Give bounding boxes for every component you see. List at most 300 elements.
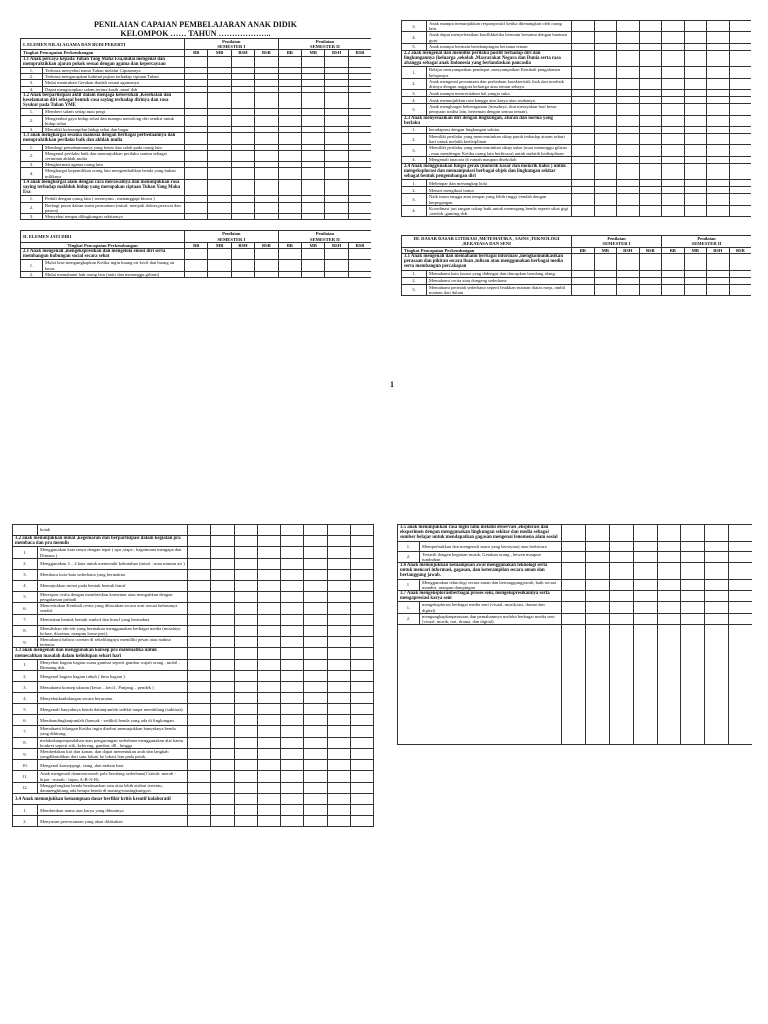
- assessment-cell[interactable]: [707, 187, 730, 194]
- assessment-cell[interactable]: [281, 682, 304, 693]
- assessment-cell[interactable]: [684, 163, 707, 180]
- assessment-cell[interactable]: [609, 579, 633, 590]
- assessment-cell[interactable]: [585, 602, 609, 613]
- assessment-cell[interactable]: [231, 115, 254, 126]
- assessment-cell[interactable]: [304, 737, 327, 748]
- assessment-cell[interactable]: [234, 547, 257, 558]
- assessment-cell[interactable]: [707, 43, 730, 50]
- assessment-cell[interactable]: [639, 205, 662, 216]
- assessment-cell[interactable]: [729, 563, 752, 580]
- assessment-cell[interactable]: [707, 284, 730, 295]
- assessment-cell[interactable]: [585, 541, 609, 551]
- assessment-cell[interactable]: [255, 56, 278, 67]
- assessment-cell[interactable]: [684, 277, 707, 284]
- assessment-cell[interactable]: [684, 43, 707, 50]
- assessment-cell[interactable]: [639, 115, 662, 126]
- assessment-cell[interactable]: [729, 156, 751, 163]
- assessment-cell[interactable]: [662, 156, 685, 163]
- assessment-cell[interactable]: [257, 648, 280, 659]
- assessment-cell[interactable]: [188, 536, 211, 547]
- assessment-cell[interactable]: [278, 202, 301, 213]
- assessment-cell[interactable]: [188, 771, 211, 782]
- assessment-cell[interactable]: [662, 67, 685, 78]
- assessment-cell[interactable]: [278, 214, 301, 220]
- assessment-cell[interactable]: [211, 525, 234, 536]
- assessment-cell[interactable]: [348, 214, 371, 220]
- assessment-cell[interactable]: [327, 671, 350, 682]
- assessment-cell[interactable]: [684, 78, 707, 89]
- assessment-cell[interactable]: [234, 749, 257, 760]
- assessment-cell[interactable]: [257, 726, 280, 737]
- assessment-cell[interactable]: [594, 43, 617, 50]
- assessment-cell[interactable]: [572, 78, 595, 89]
- assessment-cell[interactable]: [594, 253, 617, 270]
- assessment-cell[interactable]: [211, 771, 234, 782]
- assessment-cell[interactable]: [211, 659, 234, 670]
- assessment-cell[interactable]: [662, 277, 685, 284]
- assessment-cell[interactable]: [188, 580, 211, 591]
- assessment-cell[interactable]: [662, 32, 685, 43]
- assessment-cell[interactable]: [639, 21, 662, 32]
- assessment-cell[interactable]: [327, 693, 350, 704]
- assessment-cell[interactable]: [281, 580, 304, 591]
- assessment-cell[interactable]: [231, 168, 254, 179]
- assessment-cell[interactable]: [633, 563, 657, 580]
- assessment-cell[interactable]: [729, 21, 751, 32]
- assessment-cell[interactable]: [639, 194, 662, 205]
- assessment-cell[interactable]: [188, 547, 211, 558]
- assessment-cell[interactable]: [304, 794, 327, 805]
- assessment-cell[interactable]: [585, 591, 609, 602]
- assessment-cell[interactable]: [639, 104, 662, 115]
- assessment-cell[interactable]: [657, 563, 681, 580]
- assessment-cell[interactable]: [684, 253, 707, 270]
- assessment-cell[interactable]: [729, 602, 752, 613]
- assessment-cell[interactable]: [188, 614, 211, 625]
- assessment-cell[interactable]: [257, 536, 280, 547]
- assessment-cell[interactable]: [639, 50, 662, 67]
- assessment-cell[interactable]: [617, 43, 640, 50]
- assessment-cell[interactable]: [281, 591, 304, 602]
- assessment-cell[interactable]: [348, 92, 371, 109]
- assessment-cell[interactable]: [255, 202, 278, 213]
- assessment-cell[interactable]: [278, 179, 301, 196]
- assessment-cell[interactable]: [351, 525, 374, 536]
- assessment-cell[interactable]: [234, 726, 257, 737]
- assessment-cell[interactable]: [304, 558, 327, 569]
- assessment-cell[interactable]: [729, 163, 751, 180]
- assessment-cell[interactable]: [639, 90, 662, 97]
- assessment-cell[interactable]: [278, 248, 301, 259]
- assessment-cell[interactable]: [657, 613, 681, 624]
- assessment-cell[interactable]: [188, 749, 211, 760]
- assessment-cell[interactable]: [351, 816, 374, 827]
- assessment-cell[interactable]: [572, 50, 595, 67]
- assessment-cell[interactable]: [188, 625, 211, 636]
- assessment-cell[interactable]: [304, 715, 327, 726]
- assessment-cell[interactable]: [351, 715, 374, 726]
- assessment-cell[interactable]: [594, 67, 617, 78]
- assessment-cell[interactable]: [304, 648, 327, 659]
- assessment-cell[interactable]: [707, 127, 730, 134]
- assessment-cell[interactable]: [729, 104, 751, 115]
- assessment-cell[interactable]: [327, 805, 350, 816]
- assessment-cell[interactable]: [188, 704, 211, 715]
- assessment-cell[interactable]: [657, 579, 681, 590]
- assessment-cell[interactable]: [278, 56, 301, 67]
- assessment-cell[interactable]: [281, 737, 304, 748]
- assessment-cell[interactable]: [231, 260, 254, 271]
- assessment-cell[interactable]: [639, 43, 662, 50]
- assessment-cell[interactable]: [327, 536, 350, 547]
- assessment-cell[interactable]: [657, 541, 681, 551]
- assessment-cell[interactable]: [707, 163, 730, 180]
- assessment-cell[interactable]: [234, 625, 257, 636]
- assessment-cell[interactable]: [351, 536, 374, 547]
- assessment-cell[interactable]: [594, 127, 617, 134]
- assessment-cell[interactable]: [609, 541, 633, 551]
- assessment-cell[interactable]: [594, 104, 617, 115]
- assessment-cell[interactable]: [617, 253, 640, 270]
- assessment-cell[interactable]: [327, 737, 350, 748]
- assessment-cell[interactable]: [662, 21, 685, 32]
- assessment-cell[interactable]: [351, 659, 374, 670]
- assessment-cell[interactable]: [327, 569, 350, 580]
- assessment-cell[interactable]: [594, 270, 617, 277]
- assessment-cell[interactable]: [572, 104, 595, 115]
- assessment-cell[interactable]: [729, 613, 752, 624]
- assessment-cell[interactable]: [572, 134, 595, 145]
- assessment-cell[interactable]: [729, 284, 751, 295]
- assessment-cell[interactable]: [325, 168, 348, 179]
- assessment-cell[interactable]: [705, 551, 729, 562]
- assessment-cell[interactable]: [257, 614, 280, 625]
- assessment-cell[interactable]: [562, 551, 586, 562]
- assessment-cell[interactable]: [351, 648, 374, 659]
- assessment-cell[interactable]: [327, 715, 350, 726]
- assessment-cell[interactable]: [705, 579, 729, 590]
- assessment-cell[interactable]: [729, 579, 752, 590]
- assessment-cell[interactable]: [304, 614, 327, 625]
- assessment-cell[interactable]: [684, 270, 707, 277]
- assessment-cell[interactable]: [327, 682, 350, 693]
- assessment-cell[interactable]: [211, 637, 234, 648]
- assessment-cell[interactable]: [351, 580, 374, 591]
- assessment-cell[interactable]: [281, 637, 304, 648]
- assessment-cell[interactable]: [639, 284, 662, 295]
- assessment-cell[interactable]: [572, 90, 595, 97]
- assessment-cell[interactable]: [304, 805, 327, 816]
- assessment-cell[interactable]: [684, 21, 707, 32]
- assessment-cell[interactable]: [185, 92, 208, 109]
- assessment-cell[interactable]: [681, 613, 705, 624]
- assessment-cell[interactable]: [281, 614, 304, 625]
- assessment-cell[interactable]: [327, 614, 350, 625]
- assessment-cell[interactable]: [662, 90, 685, 97]
- assessment-cell[interactable]: [707, 156, 730, 163]
- assessment-cell[interactable]: [351, 749, 374, 760]
- assessment-cell[interactable]: [281, 569, 304, 580]
- assessment-cell[interactable]: [657, 551, 681, 562]
- assessment-cell[interactable]: [348, 56, 371, 67]
- assessment-cell[interactable]: [185, 214, 208, 220]
- assessment-cell[interactable]: [351, 671, 374, 682]
- assessment-cell[interactable]: [662, 50, 685, 67]
- assessment-cell[interactable]: [188, 715, 211, 726]
- assessment-cell[interactable]: [208, 179, 231, 196]
- assessment-cell[interactable]: [257, 580, 280, 591]
- assessment-cell[interactable]: [234, 558, 257, 569]
- assessment-cell[interactable]: [255, 179, 278, 196]
- assessment-cell[interactable]: [234, 569, 257, 580]
- assessment-cell[interactable]: [351, 569, 374, 580]
- assessment-cell[interactable]: [572, 253, 595, 270]
- assessment-cell[interactable]: [351, 591, 374, 602]
- assessment-cell[interactable]: [681, 579, 705, 590]
- assessment-cell[interactable]: [304, 760, 327, 771]
- assessment-cell[interactable]: [707, 97, 730, 104]
- assessment-cell[interactable]: [302, 179, 325, 196]
- assessment-cell[interactable]: [234, 760, 257, 771]
- assessment-cell[interactable]: [255, 271, 278, 278]
- assessment-cell[interactable]: [234, 659, 257, 670]
- assessment-cell[interactable]: [208, 202, 231, 213]
- assessment-cell[interactable]: [707, 115, 730, 126]
- assessment-cell[interactable]: [348, 179, 371, 196]
- assessment-cell[interactable]: [188, 693, 211, 704]
- assessment-cell[interactable]: [351, 693, 374, 704]
- assessment-cell[interactable]: [684, 90, 707, 97]
- assessment-cell[interactable]: [633, 602, 657, 613]
- assessment-cell[interactable]: [351, 704, 374, 715]
- assessment-cell[interactable]: [188, 591, 211, 602]
- assessment-cell[interactable]: [188, 648, 211, 659]
- assessment-cell[interactable]: [684, 104, 707, 115]
- assessment-cell[interactable]: [348, 133, 371, 144]
- assessment-cell[interactable]: [617, 180, 640, 187]
- assessment-cell[interactable]: [281, 726, 304, 737]
- assessment-cell[interactable]: [729, 525, 752, 542]
- assessment-cell[interactable]: [617, 32, 640, 43]
- assessment-cell[interactable]: [208, 260, 231, 271]
- assessment-cell[interactable]: [594, 180, 617, 187]
- assessment-cell[interactable]: [639, 180, 662, 187]
- assessment-cell[interactable]: [188, 782, 211, 793]
- assessment-cell[interactable]: [188, 558, 211, 569]
- assessment-cell[interactable]: [639, 97, 662, 104]
- assessment-cell[interactable]: [707, 50, 730, 67]
- assessment-cell[interactable]: [281, 749, 304, 760]
- assessment-cell[interactable]: [617, 187, 640, 194]
- assessment-cell[interactable]: [304, 603, 327, 614]
- assessment-cell[interactable]: [188, 682, 211, 693]
- assessment-cell[interactable]: [572, 67, 595, 78]
- assessment-cell[interactable]: [729, 277, 751, 284]
- assessment-cell[interactable]: [594, 145, 617, 156]
- assessment-cell[interactable]: [281, 760, 304, 771]
- assessment-cell[interactable]: [729, 205, 751, 216]
- assessment-cell[interactable]: [185, 271, 208, 278]
- assessment-cell[interactable]: [234, 794, 257, 805]
- assessment-cell[interactable]: [351, 614, 374, 625]
- assessment-cell[interactable]: [327, 547, 350, 558]
- assessment-cell[interactable]: [684, 67, 707, 78]
- assessment-cell[interactable]: [325, 260, 348, 271]
- assessment-cell[interactable]: [572, 194, 595, 205]
- assessment-cell[interactable]: [208, 150, 231, 161]
- assessment-cell[interactable]: [572, 163, 595, 180]
- assessment-cell[interactable]: [707, 194, 730, 205]
- assessment-cell[interactable]: [185, 202, 208, 213]
- assessment-cell[interactable]: [325, 179, 348, 196]
- assessment-cell[interactable]: [278, 115, 301, 126]
- assessment-cell[interactable]: [211, 805, 234, 816]
- assessment-cell[interactable]: [185, 133, 208, 144]
- assessment-cell[interactable]: [304, 704, 327, 715]
- assessment-cell[interactable]: [208, 271, 231, 278]
- assessment-cell[interactable]: [351, 625, 374, 636]
- assessment-cell[interactable]: [351, 805, 374, 816]
- assessment-cell[interactable]: [257, 671, 280, 682]
- assessment-cell[interactable]: [281, 558, 304, 569]
- assessment-cell[interactable]: [257, 782, 280, 793]
- assessment-cell[interactable]: [348, 260, 371, 271]
- assessment-cell[interactable]: [281, 715, 304, 726]
- assessment-cell[interactable]: [662, 97, 685, 104]
- assessment-cell[interactable]: [327, 659, 350, 670]
- assessment-cell[interactable]: [705, 525, 729, 542]
- assessment-cell[interactable]: [684, 145, 707, 156]
- assessment-cell[interactable]: [705, 591, 729, 602]
- assessment-cell[interactable]: [348, 168, 371, 179]
- assessment-cell[interactable]: [188, 603, 211, 614]
- assessment-cell[interactable]: [302, 168, 325, 179]
- assessment-cell[interactable]: [327, 726, 350, 737]
- assessment-cell[interactable]: [302, 133, 325, 144]
- assessment-cell[interactable]: [572, 187, 595, 194]
- assessment-cell[interactable]: [281, 805, 304, 816]
- assessment-cell[interactable]: [572, 32, 595, 43]
- assessment-cell[interactable]: [304, 525, 327, 536]
- assessment-cell[interactable]: [211, 737, 234, 748]
- assessment-cell[interactable]: [231, 202, 254, 213]
- assessment-cell[interactable]: [304, 671, 327, 682]
- assessment-cell[interactable]: [234, 816, 257, 827]
- assessment-cell[interactable]: [304, 659, 327, 670]
- assessment-cell[interactable]: [681, 602, 705, 613]
- assessment-cell[interactable]: [562, 579, 586, 590]
- assessment-cell[interactable]: [684, 180, 707, 187]
- assessment-cell[interactable]: [304, 782, 327, 793]
- assessment-cell[interactable]: [255, 168, 278, 179]
- assessment-cell[interactable]: [302, 202, 325, 213]
- assessment-cell[interactable]: [617, 134, 640, 145]
- assessment-cell[interactable]: [707, 32, 730, 43]
- assessment-cell[interactable]: [729, 97, 751, 104]
- assessment-cell[interactable]: [639, 270, 662, 277]
- assessment-cell[interactable]: [348, 150, 371, 161]
- assessment-cell[interactable]: [231, 179, 254, 196]
- assessment-cell[interactable]: [684, 284, 707, 295]
- assessment-cell[interactable]: [188, 671, 211, 682]
- assessment-cell[interactable]: [188, 760, 211, 771]
- assessment-cell[interactable]: [257, 591, 280, 602]
- assessment-cell[interactable]: [662, 253, 685, 270]
- assessment-cell[interactable]: [281, 782, 304, 793]
- assessment-cell[interactable]: [585, 551, 609, 562]
- assessment-cell[interactable]: [705, 613, 729, 624]
- assessment-cell[interactable]: [231, 271, 254, 278]
- assessment-cell[interactable]: [302, 56, 325, 67]
- assessment-cell[interactable]: [231, 150, 254, 161]
- assessment-cell[interactable]: [585, 563, 609, 580]
- assessment-cell[interactable]: [351, 782, 374, 793]
- assessment-cell[interactable]: [257, 704, 280, 715]
- assessment-cell[interactable]: [211, 614, 234, 625]
- assessment-cell[interactable]: [729, 32, 751, 43]
- assessment-cell[interactable]: [257, 569, 280, 580]
- assessment-cell[interactable]: [327, 771, 350, 782]
- assessment-cell[interactable]: [281, 671, 304, 682]
- assessment-cell[interactable]: [594, 21, 617, 32]
- assessment-cell[interactable]: [351, 771, 374, 782]
- assessment-cell[interactable]: [231, 56, 254, 67]
- assessment-cell[interactable]: [707, 104, 730, 115]
- assessment-cell[interactable]: [681, 563, 705, 580]
- assessment-cell[interactable]: [208, 248, 231, 259]
- assessment-cell[interactable]: [257, 558, 280, 569]
- assessment-cell[interactable]: [234, 603, 257, 614]
- assessment-cell[interactable]: [234, 682, 257, 693]
- assessment-cell[interactable]: [257, 603, 280, 614]
- assessment-cell[interactable]: [255, 92, 278, 109]
- assessment-cell[interactable]: [572, 180, 595, 187]
- assessment-cell[interactable]: [208, 133, 231, 144]
- assessment-cell[interactable]: [351, 726, 374, 737]
- assessment-cell[interactable]: [281, 547, 304, 558]
- assessment-cell[interactable]: [639, 127, 662, 134]
- assessment-cell[interactable]: [281, 648, 304, 659]
- assessment-cell[interactable]: [234, 614, 257, 625]
- assessment-cell[interactable]: [681, 591, 705, 602]
- assessment-cell[interactable]: [302, 260, 325, 271]
- assessment-cell[interactable]: [281, 794, 304, 805]
- assessment-cell[interactable]: [639, 187, 662, 194]
- assessment-cell[interactable]: [572, 156, 595, 163]
- assessment-cell[interactable]: [351, 547, 374, 558]
- assessment-cell[interactable]: [257, 760, 280, 771]
- assessment-cell[interactable]: [304, 771, 327, 782]
- assessment-cell[interactable]: [662, 127, 685, 134]
- assessment-cell[interactable]: [684, 127, 707, 134]
- assessment-cell[interactable]: [257, 682, 280, 693]
- assessment-cell[interactable]: [572, 205, 595, 216]
- assessment-cell[interactable]: [662, 205, 685, 216]
- assessment-cell[interactable]: [325, 92, 348, 109]
- assessment-cell[interactable]: [257, 715, 280, 726]
- assessment-cell[interactable]: [662, 270, 685, 277]
- assessment-cell[interactable]: [639, 67, 662, 78]
- assessment-cell[interactable]: [705, 541, 729, 551]
- assessment-cell[interactable]: [617, 194, 640, 205]
- assessment-cell[interactable]: [348, 202, 371, 213]
- assessment-cell[interactable]: [657, 591, 681, 602]
- assessment-cell[interactable]: [211, 782, 234, 793]
- assessment-cell[interactable]: [729, 270, 751, 277]
- assessment-cell[interactable]: [257, 693, 280, 704]
- assessment-cell[interactable]: [278, 133, 301, 144]
- assessment-cell[interactable]: [594, 194, 617, 205]
